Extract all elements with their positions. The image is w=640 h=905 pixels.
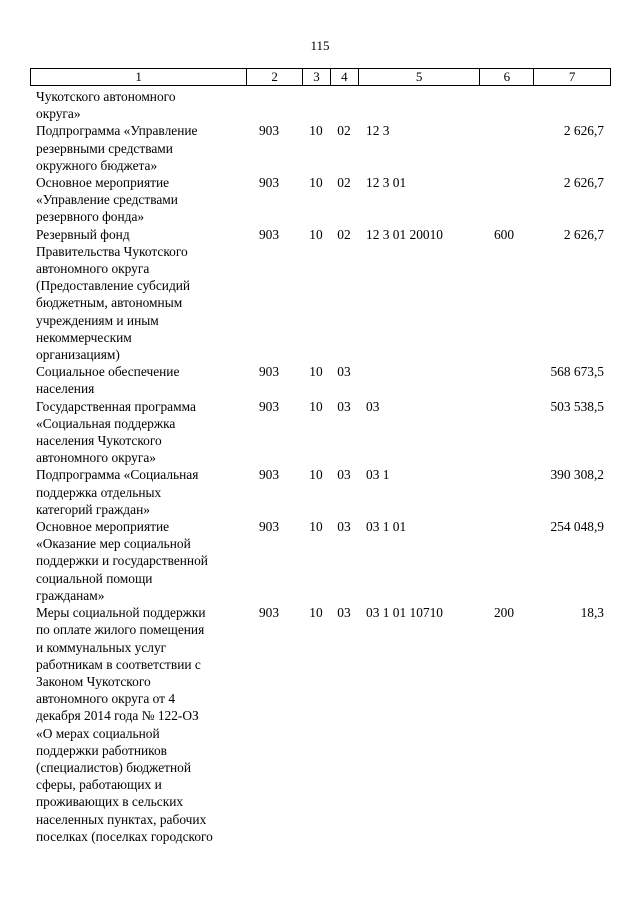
row-expense-type: 600: [493, 226, 515, 242]
header-col-5: 5: [358, 69, 480, 85]
row-name: Чукотского автономного округа»: [36, 89, 176, 122]
row-ministry-code: 903: [258, 123, 280, 139]
header-col-2: 2: [246, 69, 302, 85]
row-subsection: 03: [337, 467, 351, 483]
table-row: [30, 604, 620, 845]
row-target-article: 03: [366, 398, 380, 414]
row-subsection: 03: [337, 605, 351, 621]
header-col-7: 7: [533, 69, 610, 85]
table-header: [30, 68, 611, 86]
header-col-3: 3: [302, 69, 330, 85]
row-section: 10: [309, 226, 323, 242]
row-name: Меры социальной поддержки по оплате жилого помещения и коммунальных услуг работникам в соответствии с Законом Чукотского автономного округа от 4 декабря 2014 года № 122-ОЗ «О мерах социальной поддержки работников (специалистов) бюджетной сферы, работающих и проживающих в сельских населенных пунктах, рабочих поселках (поселках городского: [36, 605, 213, 844]
row-name: Основное мероприятие «Оказание мер социальной поддержки и государственной социальной помощи гражданам»: [36, 519, 208, 603]
row-ministry-code: 903: [258, 226, 280, 242]
row-amount: 2 626,7: [563, 175, 604, 191]
row-subsection: 03: [337, 364, 351, 380]
row-target-article: 12 3: [366, 123, 390, 139]
row-section: 10: [309, 398, 323, 414]
row-target-article: 03 1 01 10710: [366, 605, 443, 621]
page-number: 115: [310, 38, 330, 53]
row-target-article: 12 3 01 20010: [366, 226, 443, 242]
row-target-article: 03 1: [366, 467, 390, 483]
row-amount: 18,3: [580, 605, 604, 621]
row-section: 10: [309, 123, 323, 139]
row-subsection: 02: [337, 175, 351, 191]
row-subsection: 03: [337, 398, 351, 414]
row-ministry-code: 903: [258, 605, 280, 621]
header-col-4: 4: [330, 69, 358, 85]
row-ministry-code: 903: [258, 175, 280, 191]
row-name: Резервный фонд Правительства Чукотского автономного округа (Предоставление субсидий бюджетным, автономным учреждениям и иным некоммерческим организациям): [36, 226, 191, 363]
row-target-article: 12 3 01: [366, 175, 407, 191]
row-section: 10: [309, 519, 323, 535]
table-row: [30, 398, 620, 467]
row-amount: 568 673,5: [550, 364, 604, 380]
table-row: [30, 226, 620, 364]
table-body: [30, 88, 620, 845]
row-ministry-code: 903: [258, 467, 280, 483]
row-amount: 503 538,5: [550, 398, 604, 414]
table-row: [30, 174, 620, 226]
row-amount: 254 048,9: [550, 519, 604, 535]
row-name: Подпрограмма «Управление резервными средствами окружного бюджета»: [36, 123, 198, 173]
row-subsection: 02: [337, 123, 351, 139]
row-ministry-code: 903: [258, 398, 280, 414]
row-amount: 2 626,7: [563, 226, 604, 242]
table-row: [30, 466, 620, 518]
table-row: [30, 88, 620, 122]
row-ministry-code: 903: [258, 519, 280, 535]
row-subsection: 02: [337, 226, 351, 242]
row-expense-type: 200: [493, 605, 515, 621]
row-amount: 390 308,2: [550, 467, 604, 483]
row-section: 10: [309, 605, 323, 621]
row-section: 10: [309, 364, 323, 380]
row-name: Подпрограмма «Социальная поддержка отдельных категорий граждан»: [36, 467, 199, 517]
header-col-6: 6: [479, 69, 533, 85]
header-col-1: 1: [135, 69, 142, 84]
row-target-article: 03 1 01: [366, 519, 407, 535]
row-name: Основное мероприятие «Управление средствами резервного фонда»: [36, 175, 178, 225]
row-section: 10: [309, 175, 323, 191]
row-subsection: 03: [337, 519, 351, 535]
table-row: [30, 363, 620, 397]
row-ministry-code: 903: [258, 364, 280, 380]
row-section: 10: [309, 467, 323, 483]
row-name: Социальное обеспечение населения: [36, 364, 180, 397]
table-row: [30, 122, 620, 174]
table-row: [30, 518, 620, 604]
row-name: Государственная программа «Социальная поддержка населения Чукотского автономного округа»: [36, 398, 196, 466]
row-amount: 2 626,7: [563, 123, 604, 139]
